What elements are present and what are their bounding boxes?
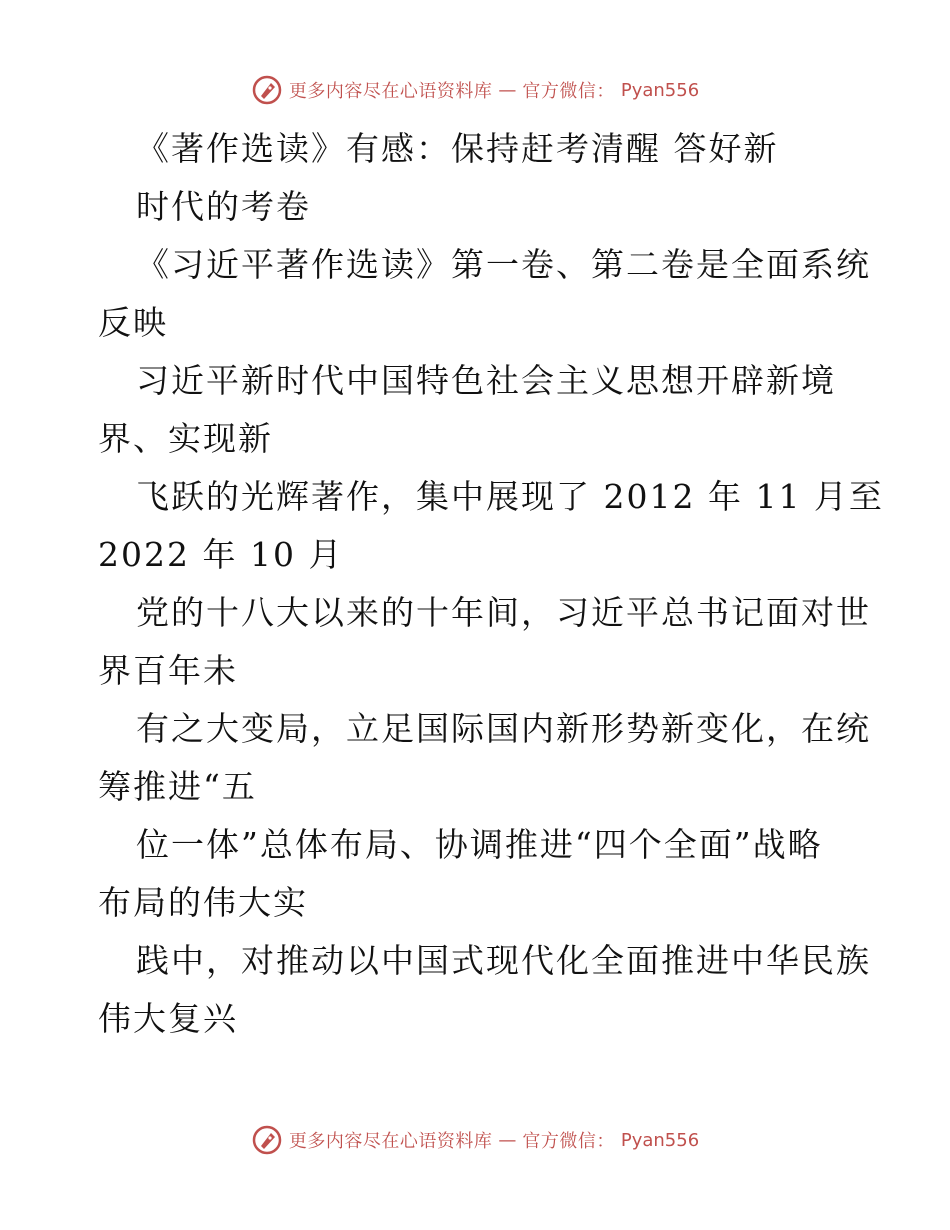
title-line-2: 时代的考卷 <box>136 187 311 226</box>
paragraph-line: 布局的伟大实 <box>98 883 308 922</box>
paragraph-line: 习近平新时代中国特色社会主义思想开辟新境 <box>136 361 836 400</box>
watermark-text: 更多内容尽在心语资料库 <box>288 81 493 102</box>
header-watermark <box>0 70 950 110</box>
pen-nib-logo-icon <box>251 74 283 106</box>
paragraph-line: 飞跃的光辉著作，集中展现了 2012 年 11 月至 <box>136 477 884 516</box>
paragraph-line: 有之大变局，立足国际国内新形势新变化，在统 <box>136 709 871 748</box>
watermark-contact: 官方微信： <box>522 81 615 102</box>
paragraph-line: 践中，对推动以中国式现代化全面推进中华民族 <box>136 941 871 980</box>
watermark-dash: — <box>498 1129 517 1151</box>
footer-watermark <box>0 1120 950 1160</box>
watermark-handle: Pyan556 <box>620 79 700 101</box>
paragraph-line: 党的十八大以来的十年间，习近平总书记面对世 <box>136 593 871 632</box>
title-line-1: 《著作选读》有感：保持赶考清醒 答好新 <box>136 129 779 168</box>
paragraph-line: 2022 年 10 月 <box>98 535 344 574</box>
document-body <box>98 120 884 1048</box>
paragraph-line: 伟大复兴 <box>98 999 238 1038</box>
watermark-text: 更多内容尽在心语资料库 <box>288 1131 493 1152</box>
paragraph-line: 《习近平著作选读》第一卷、第二卷是全面系统 <box>136 245 871 284</box>
watermark-dash: — <box>498 79 517 101</box>
paragraph-line: 界百年未 <box>98 651 238 690</box>
watermark-handle: Pyan556 <box>620 1129 700 1151</box>
pen-nib-logo-icon <box>251 1124 283 1156</box>
paragraph-line: 反映 <box>98 303 168 342</box>
watermark-contact: 官方微信： <box>522 1131 615 1152</box>
paragraph-line: 位一体”总体布局、协调推进“四个全面”战略 <box>136 825 823 864</box>
paragraph-line: 筹推进“五 <box>98 767 257 806</box>
paragraph-line: 界、实现新 <box>98 419 273 458</box>
